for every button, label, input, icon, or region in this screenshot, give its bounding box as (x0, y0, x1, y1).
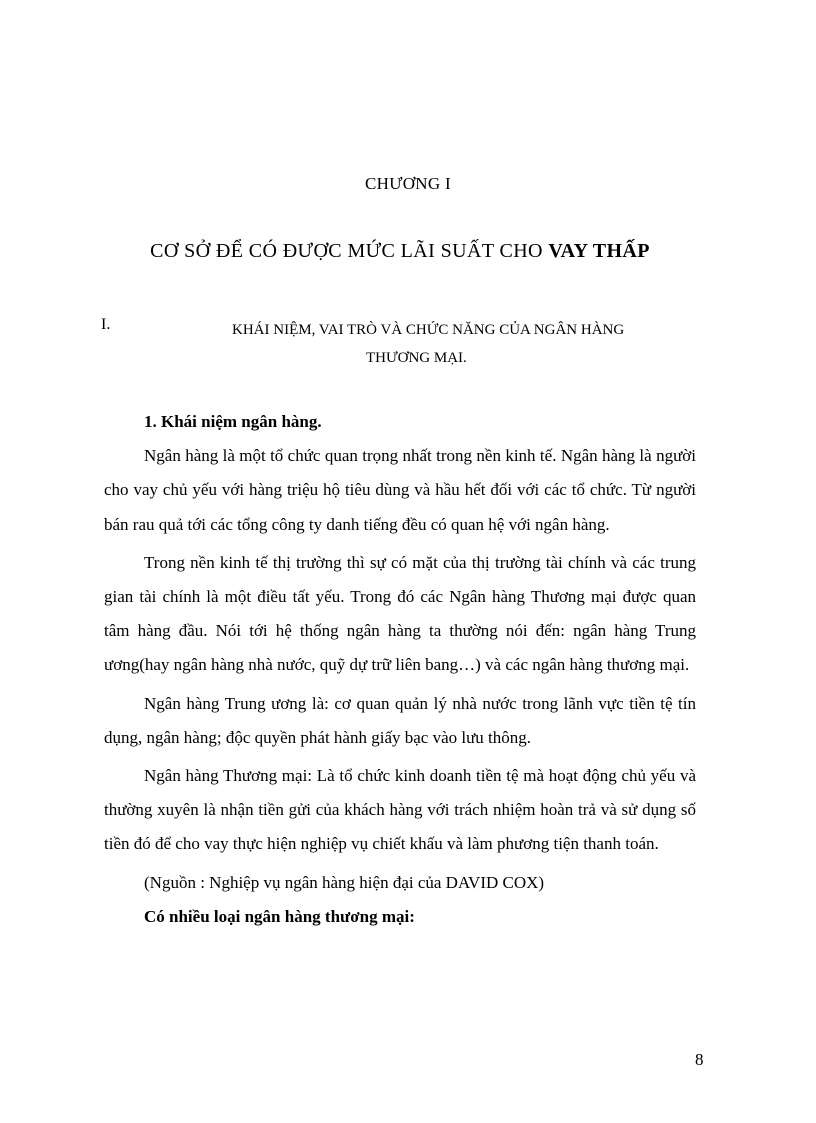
paragraph-2: Trong nền kinh tế thị trường thì sự có mặt của thị trường tài chính và các trung gian tài chính là một điều tất yếu. Trong đó các Ngân hàng Thương mại được quan tâm hàng đầu. Nói tới hệ thống ngân hàng ta thường nói đến: ngân hàng Trung ương(hay ngân hàng nhà nước, quỹ dự trữ liên bang…) và các ngân hàng thương mại. (104, 552, 696, 675)
chapter-label: CHƯƠNG I (365, 174, 451, 193)
body-text (104, 405, 696, 934)
section-title-line2: THƯƠNG MẠI. (366, 350, 467, 366)
section-title (232, 316, 662, 372)
source-note: (Nguồn : Nghiệp vụ ngân hàng hiện đại của DAVID COX) (144, 872, 545, 892)
paragraph-3: Ngân hàng Trung ương là: cơ quan quản lý nhà nước trong lãnh vực tiền tệ tín dụng, ngân hàng; độc quyền phát hành giấy bạc vào lưu thông. (104, 693, 696, 747)
chapter-title-bold: VAY THẤP (548, 240, 650, 262)
paragraph-4: Ngân hàng Thương mại: Là tổ chức kinh doanh tiền tệ mà hoạt động chủ yếu và thường xuyên là nhận tiền gửi của khách hàng với trách nhiệm hoàn trả và sử dụng số tiền đó để cho vay thực hiện nghiệp vụ chiết khấu và làm phương tiện thanh toán. (104, 766, 696, 854)
section-number: I. (101, 316, 111, 333)
subsection-heading: 1. Khái niệm ngân hàng. (144, 412, 322, 431)
section-title-line1: KHÁI NIỆM, VAI TRÒ VÀ CHỨC NĂNG CỦA NGÂN HÀNG (232, 322, 625, 338)
chapter-title (0, 240, 800, 263)
page-number: 8 (695, 1050, 704, 1069)
chapter-title-main: CƠ SỞ ĐỂ CÓ ĐƯỢC MỨC LÃI SUẤT CHO (150, 240, 549, 262)
paragraph-1: Ngân hàng là một tổ chức quan trọng nhất trong nền kinh tế. Ngân hàng là người cho vay chủ yếu với hàng triệu hộ tiêu dùng và hầu hết đối với các tổ chức. Từ người bán rau quả tới các tổng công ty danh tiếng đều có quan hệ với ngân hàng. (104, 446, 696, 534)
closing-heading: Có nhiều loại ngân hàng thương mại: (144, 906, 415, 926)
